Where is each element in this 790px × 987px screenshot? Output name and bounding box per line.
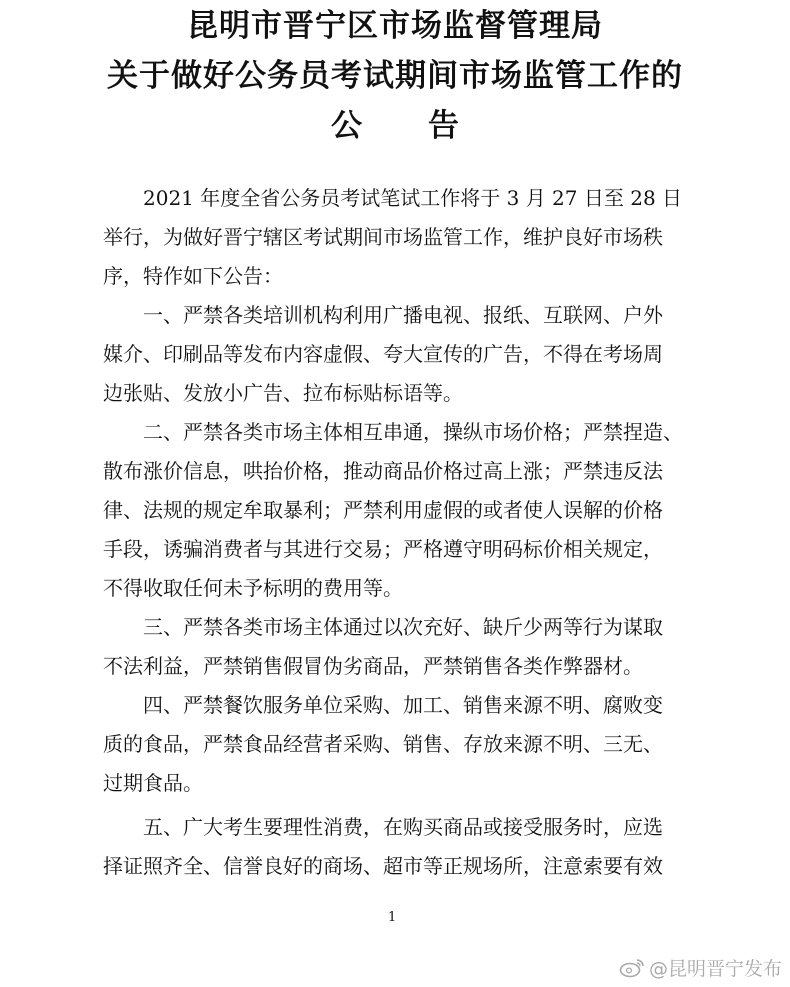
document-title-line3 (0, 106, 790, 146)
body-line: 过期食品。 (103, 771, 203, 795)
body-line: 三、严禁各类市场主体通过以次充好、缺斤少两等行为谋取 (143, 615, 663, 639)
page-number: 1 (388, 910, 397, 925)
weibo-icon (619, 958, 645, 978)
body-line: 五、广大考生要理性消费，在购买商品或接受服务时，应选 (143, 815, 663, 839)
document-title-line2: 关于做好公务员考试期间市场监管工作的 (107, 58, 683, 94)
document-title-line1: 昆明市晋宁区市场监督管理局 (187, 8, 603, 44)
body-line: 2021 年度全省公务员考试笔试工作将于 3 月 27 日至 28 日 (143, 186, 683, 210)
body-line: 手段，诱骗消费者与其进行交易；严格遵守明码标价相关规定， (103, 537, 663, 561)
body-line: 律、法规的规定牟取暴利；严禁利用虚假的或者使人误解的价格 (103, 498, 663, 522)
body-line: 不法利益，严禁销售假冒伪劣商品，严禁销售各类作弊器材。 (103, 654, 643, 678)
watermark-text: @昆明晋宁发布 (648, 958, 782, 980)
weibo-watermark (619, 954, 782, 981)
body-line: 质的食品，严禁食品经营者采购、销售、存放来源不明、三无、 (103, 732, 663, 756)
body-line: 一、严禁各类培训机构利用广播电视、报纸、互联网、户外 (143, 303, 663, 327)
body-line: 四、严禁餐饮服务单位采购、加工、销售来源不明、腐败变 (143, 693, 663, 717)
body-line: 举行，为做好晋宁辖区考试期间市场监管工作，维护良好市场秩 (103, 225, 663, 249)
title-char-gong: 公 (331, 108, 362, 144)
title-char-gao: 告 (428, 108, 459, 144)
body-line: 不得收取任何未予标明的费用等。 (103, 576, 403, 600)
body-line: 择证照齐全、信誉良好的商场、超市等正规场所，注意索要有效 (103, 854, 663, 878)
body-line: 二、严禁各类市场主体相互串通，操纵市场价格；严禁捏造、 (143, 420, 683, 444)
body-line: 散布涨价信息，哄抬价格，推动商品价格过高上涨；严禁违反法 (103, 459, 663, 483)
body-line: 边张贴、发放小广告、拉布标贴标语等。 (103, 381, 463, 405)
body-line: 序，特作如下公告： (103, 264, 283, 288)
body-line: 媒介、印刷品等发布内容虚假、夸大宣传的广告，不得在考场周 (103, 342, 663, 366)
